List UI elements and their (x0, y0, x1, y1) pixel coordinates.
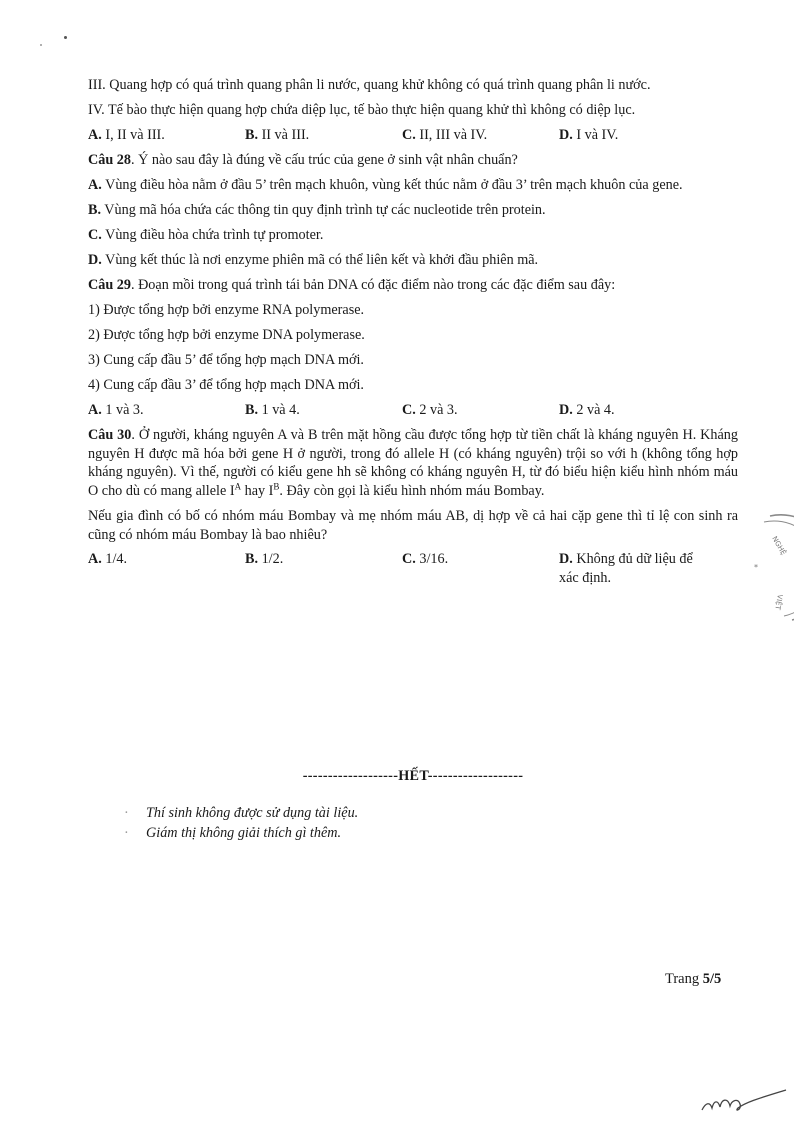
end-marker: -------------------HẾT------------------- (302, 768, 524, 784)
q28-option-a: A. Vùng điều hòa nằm ở đầu 5’ trên mạch khuôn, vùng kết thúc nằm ở đầu 3’ trên mạch khuôn của gene. (88, 177, 683, 193)
q28-label: Câu 28 (88, 152, 131, 168)
q30-question: Nếu gia đình có bố có nhóm máu Bombay và mẹ nhóm máu AB, dị hợp về cả hai cặp gene thì tỉ lệ con sinh ra cũng có nhóm máu Bombay là bao nhiêu? (88, 508, 738, 543)
statement-iii: III. Quang hợp có quá trình quang phân li nước, quang khử không có quá trình quang phân li nước. (88, 77, 651, 93)
q29-item-1: 1) Được tổng hợp bởi enzyme RNA polymerase. (88, 302, 365, 318)
q30-option-a: A. 1/4. (88, 551, 128, 567)
q29-option-c: C. 2 và 3. (402, 402, 458, 418)
q29-option-b: B. 1 và 4. (245, 402, 300, 418)
q27-option-c: C. II, III và IV. (402, 127, 488, 143)
q27-option-d: D. I và IV. (559, 127, 619, 143)
svg-text:VIỆT: VIỆT (773, 593, 784, 611)
q29-stem: Câu 29. Đoạn mồi trong quá trình tái bản DNA có đặc điểm nào trong các đặc điểm sau đây: (88, 277, 616, 293)
q29-item-4: 4) Cung cấp đầu 3’ để tổng hợp mạch DNA mới. (88, 377, 364, 393)
exam-content (88, 76, 738, 841)
q29-options (88, 401, 738, 420)
q28-stem: Câu 28. Ý nào sau đây là đúng về cấu trúc của gene ở sinh vật nhân chuẩn? (88, 152, 518, 168)
scan-speck (64, 36, 67, 39)
q30-options (88, 550, 738, 588)
q28-option-d: D. Vùng kết thúc là nơi enzyme phiên mã có thể liên kết và khởi đầu phiên mã. (88, 252, 539, 268)
svg-text:NGHỆ: NGHỆ (770, 535, 788, 557)
q30-stem: Câu 30. Ở người, kháng nguyên A và B trên mặt hồng cầu được tổng hợp từ tiền chất là kháng nguyên H. Kháng nguyên H được mã hóa bởi gene H ở người, trong đó allele H (có kháng nguyên) trội so với h (không tổng hợp kháng nguyên). Vì thế, người có kiểu gene hh sẽ không có kháng nguyên H, từ đó biểu hiện kiểu hình nhóm máu O cho dù có mang allele $I^A$ hay $I^B$. Đây còn gọi là kiểu hình nhóm máu Bombay. (88, 427, 738, 499)
q27-options (88, 126, 738, 145)
q29-label: Câu 29 (88, 277, 131, 293)
note-item: · Thí sinh không được sử dụng tài liệu. (124, 803, 358, 823)
signature-mark (700, 1080, 790, 1120)
q29-item-2: 2) Được tổng hợp bởi enzyme DNA polymerase. (88, 327, 365, 343)
scan-speck (40, 44, 42, 46)
q27-option-a: A. I, II và III. (88, 127, 165, 143)
q30-label: Câu 30 (88, 427, 132, 443)
q30-option-b: B. 1/2. (245, 551, 284, 567)
note-item: · Giám thị không giải thích gì thêm. (124, 823, 358, 843)
q30-option-c: C. 3/16. (402, 551, 449, 567)
q29-option-d: D. 2 và 4. (559, 402, 615, 418)
q29-item-3: 3) Cung cấp đầu 5’ để tổng hợp mạch DNA mới. (88, 352, 364, 368)
statement-iv: IV. Tế bào thực hiện quang hợp chứa diệp lục, tế bào thực hiện quang khử thì không có diệp lục. (88, 102, 636, 118)
q30-option-d: D. Không đủ dữ liệu để xác định. (559, 551, 693, 586)
q27-option-b: B. II và III. (245, 127, 310, 143)
svg-text:*: * (754, 563, 758, 572)
q28-option-b: B. Vùng mã hóa chứa các thông tin quy định trình tự các nucleotide trên protein. (88, 202, 546, 218)
q28-option-c: C. Vùng điều hòa chứa trình tự promoter. (88, 227, 324, 243)
exam-notes (124, 803, 358, 843)
page-number: Trang 5/5 (665, 971, 722, 987)
seal-stamp (752, 508, 794, 628)
q29-option-a: A. 1 và 3. (88, 402, 144, 418)
